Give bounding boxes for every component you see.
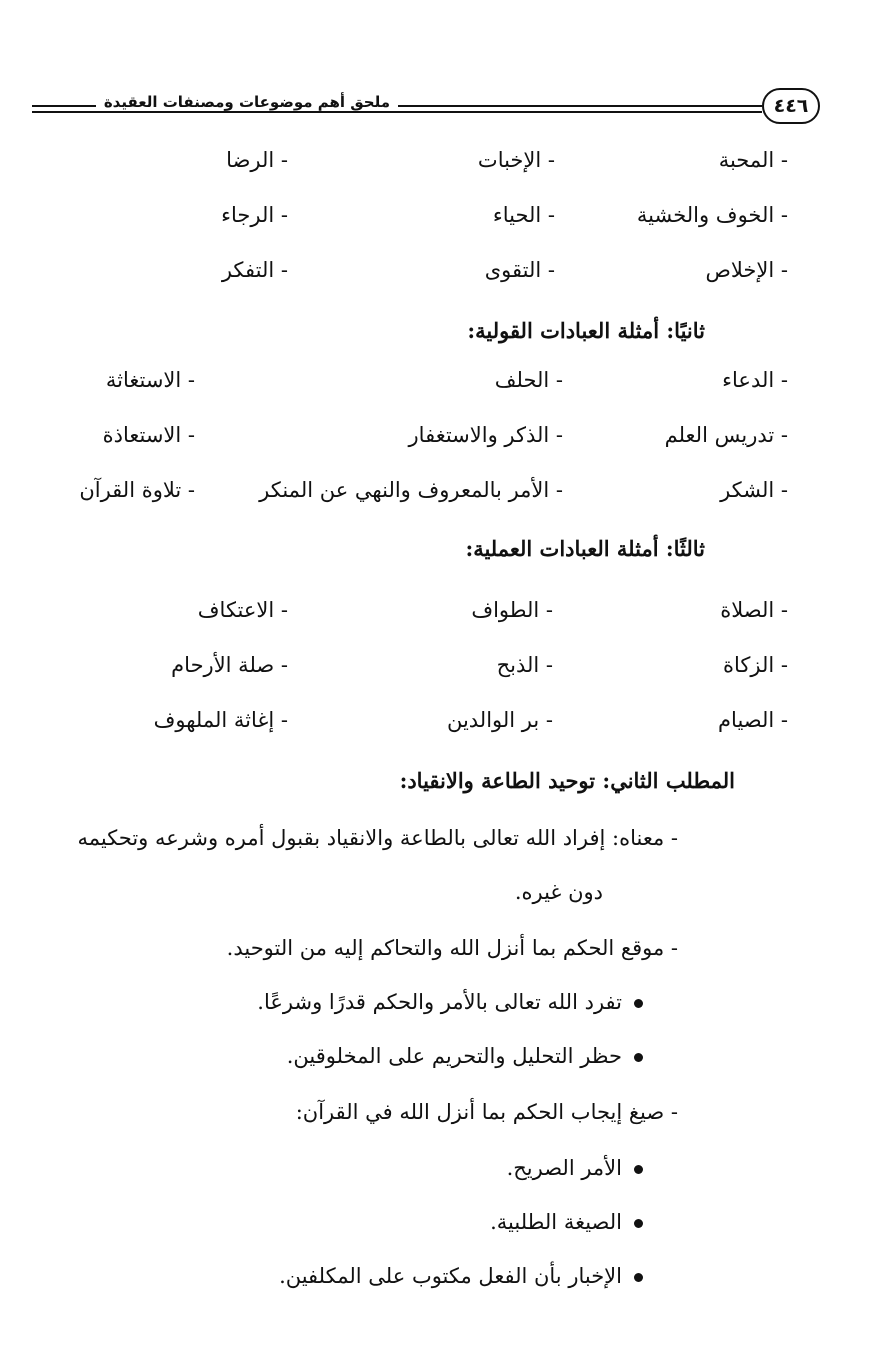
list-item: - الذبح xyxy=(496,653,553,677)
list-item: - الحياء xyxy=(492,203,555,227)
list-row xyxy=(0,423,873,463)
paragraph-meaning-cont: دون غيره. xyxy=(514,880,603,904)
list-row xyxy=(0,368,873,408)
list-item: - الاعتكاف xyxy=(197,598,288,622)
list-item: - الشكر xyxy=(720,478,788,502)
list-item: - الأمر بالمعروف والنهي عن المنكر xyxy=(259,478,563,502)
header-title: ملحق أهم موضوعات ومصنفات العقيدة xyxy=(96,93,398,111)
bullet-text: تفرد الله تعالى بالأمر والحكم قدرًا وشرعًا. xyxy=(257,990,622,1014)
paragraph-meaning: - معناه: إفراد الله تعالى بالطاعة والانقياد بقبول أمره وشرعه وتحكيمه xyxy=(77,826,678,850)
bullet-item xyxy=(287,1044,643,1068)
list-item: - الذكر والاستغفار xyxy=(408,423,563,447)
list-row xyxy=(0,258,873,298)
section-heading: المطلب الثاني: توحيد الطاعة والانقياد: xyxy=(399,768,735,793)
list-row xyxy=(0,203,873,243)
bullet-text: الصيغة الطلبية. xyxy=(490,1210,622,1234)
list-item: - تلاوة القرآن xyxy=(79,478,195,502)
bullet-icon xyxy=(634,1273,643,1282)
bullet-icon xyxy=(634,1165,643,1174)
bullet-text: الإخبار بأن الفعل مكتوب على المكلفين. xyxy=(279,1264,622,1288)
section-heading: ثانيًا: أمثلة العبادات القولية: xyxy=(467,318,705,343)
list-item: - الاستعاذة xyxy=(102,423,195,447)
list-row xyxy=(0,708,873,748)
list-item: - تدريس العلم xyxy=(664,423,788,447)
section-heading: ثالثًا: أمثلة العبادات العملية: xyxy=(465,536,705,561)
list-item: - التفكر xyxy=(221,258,288,282)
list-item: - المحبة xyxy=(718,148,788,172)
list-item: - الصيام xyxy=(718,708,788,732)
bullet-icon xyxy=(634,999,643,1008)
list-row xyxy=(0,653,873,693)
list-item: - الدعاء xyxy=(722,368,788,392)
list-row xyxy=(0,148,873,188)
list-item: - إغاثة الملهوف xyxy=(153,708,288,732)
bullet-item xyxy=(257,990,643,1014)
bullet-text: حظر التحليل والتحريم على المخلوقين. xyxy=(286,1044,622,1068)
list-item: - صلة الأرحام xyxy=(171,653,288,677)
list-item: - التقوى xyxy=(484,258,555,282)
paragraph-position: - موقع الحكم بما أنزل الله والتحاكم إليه من التوحيد. xyxy=(226,936,678,960)
list-item: - الاستغاثة xyxy=(105,368,195,392)
list-item: - الزكاة xyxy=(723,653,788,677)
list-item: - الإخلاص xyxy=(705,258,788,282)
bullet-item xyxy=(507,1156,643,1180)
bullet-text: الأمر الصريح. xyxy=(506,1156,622,1180)
list-item: - الرجاء xyxy=(221,203,288,227)
list-item: - الإخبات xyxy=(477,148,555,172)
list-item: - بر الوالدين xyxy=(446,708,553,732)
list-item: - الحلف xyxy=(494,368,563,392)
list-row xyxy=(0,598,873,638)
paragraph-forms: - صيغ إيجاب الحكم بما أنزل الله في القرآن: xyxy=(295,1100,678,1124)
bullet-item xyxy=(279,1264,643,1288)
list-item: - الرضا xyxy=(226,148,288,172)
page-header xyxy=(32,86,822,130)
list-item: - الصلاة xyxy=(720,598,788,622)
page-number: ٤٤٦ xyxy=(762,88,820,124)
list-item: - الطواف xyxy=(471,598,553,622)
bullet-icon xyxy=(634,1053,643,1062)
bullet-item xyxy=(490,1210,643,1234)
bullet-icon xyxy=(634,1219,643,1228)
list-item: - الخوف والخشية xyxy=(636,203,788,227)
list-row xyxy=(0,478,873,518)
